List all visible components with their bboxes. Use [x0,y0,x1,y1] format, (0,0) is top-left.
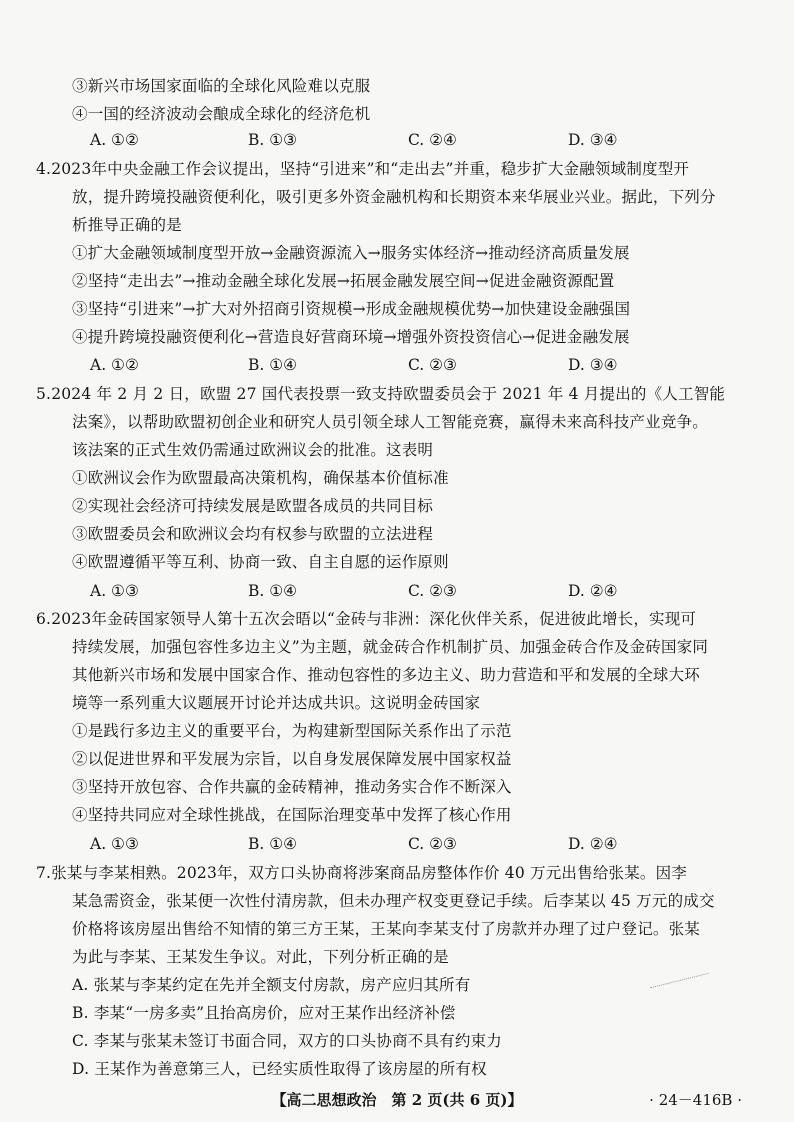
q6-statement-4: ④坚持共同应对全球性挑战，在国际治理变革中发挥了核心作用 [72,806,512,824]
q6-options [90,830,750,858]
q7-choice-c: C. 李某与张某未签订书面合同，双方的口头协商不具有约束力 [72,1032,502,1050]
q7-choice-b: B. 李某“一房多卖”且抬高房价，应对王某作出经济补偿 [72,1004,456,1022]
q5-option-c: C. ②③ [408,582,457,600]
q4-statement-3: ③坚持“引进来”→扩大对外招商引资规模→形成金融规模优势→加快建设金融强国 [72,300,631,318]
q3-statement-4: ④一国的经济波动会酿成全球化的经济危机 [72,105,371,123]
q3-option-d: D. ③④ [568,131,618,149]
q6-option-c: C. ②③ [408,835,457,853]
q4-stem-line-1: 4.2023年中央金融工作会议提出，坚持“引进来”和“走出去”并重，稳步扩大金融领域制度型开 [36,160,690,178]
q7-stem-line-4: 为此与李某、王某发生争议。对此，下列分析正确的是 [72,948,449,966]
q6-stem-line-3: 其他新兴市场和发展中国家合作、推动包容性的多边主义、助力营造和平和发展的全球大环 [72,666,701,684]
q6-stem-line-1: 6.2023年金砖国家领导人第十五次会晤以“金砖与非洲：深化伙伴关系，促进彼此增长，实现可 [36,610,697,628]
q3-option-a: A. ①② [90,131,139,149]
q5-option-a: A. ①③ [90,582,139,600]
q5-statement-4: ④欧盟遵循平等互利、协商一致、自主自愿的运作原则 [72,553,449,571]
q6-option-b: B. ①④ [248,835,298,853]
q5-option-d: D. ②④ [568,582,618,600]
q5-statement-2: ②实现社会经济可持续发展是欧盟各成员的共同目标 [72,497,434,515]
q4-option-a: A. ①② [90,356,139,374]
q6-statement-1: ①是践行多边主义的重要平台，为构建新型国际关系作出了示范 [72,722,512,740]
q6-option-d: D. ②④ [568,835,618,853]
q5-stem-line-1: 5.2024 年 2 月 2 日，欧盟 27 国代表投票一致支持欧盟委员会于 2021 年 4 月提出的《人工智能 [36,385,726,403]
q3-statement-3: ③新兴市场国家面临的全球化风险难以克服 [72,77,371,95]
q4-stem-line-2: 放，提升跨境投融资便利化，吸引更多外资金融机构和长期资本来华展业兴业。据此，下列分 [72,188,716,206]
q3-option-c: C. ②④ [408,131,457,149]
q7-stem-line-1: 7.张某与李某相熟。2023年，双方口头协商将涉案商品房整体作价 40 万元出售给张某。因李 [36,864,688,882]
q6-statement-3: ③坚持开放包容、合作共赢的金砖精神，推动务实合作不断深入 [72,778,512,796]
q4-option-b: B. ①④ [248,356,298,374]
q6-option-a: A. ①③ [90,835,139,853]
q3-option-b: B. ①③ [248,131,298,149]
q4-options [90,351,750,379]
q5-statement-3: ③欧盟委员会和欧洲议会均有权参与欧盟的立法进程 [72,525,434,543]
q7-choice-a: A. 张某与李某约定在先并全额支付房款，房产应归其所有 [72,976,471,994]
q4-option-d: D. ③④ [568,356,618,374]
q4-statement-2: ②坚持“走出去”→推动金融全球化发展→拓展金融发展空间→促进金融资源配置 [72,272,615,290]
footer-paper-code: · 24－416B · [649,1091,742,1109]
q5-stem-line-3: 该法案的正式生效仍需通过欧洲议会的批准。这表明 [72,441,434,459]
q5-options [90,577,750,605]
q5-option-b: B. ①④ [248,582,298,600]
q5-statement-1: ①欧洲议会作为欧盟最高决策机构，确保基本价值标准 [72,469,449,487]
q7-stem-line-3: 价格将该房屋出售给不知情的第三方王某，王某向李某支付了房款并办理了过户登记。张某 [72,920,701,938]
q4-statement-4: ④提升跨境投融资便利化→营造良好营商环境→增强外资投资信心→促进金融发展 [72,328,630,346]
q7-stem-line-2: 某急需资金，张某便一次性付清房款，但未办理产权变更登记手续。后李某以 45 万元的成交 [72,892,715,910]
q7-choice-d: D. 王某作为善意第三人，已经实质性取得了该房屋的所有权 [72,1060,487,1078]
q5-stem-line-2: 法案》，以帮助欧盟初创企业和研究人员引领全球人工智能竞赛，赢得未来高科技产业竞争。 [72,413,708,431]
q4-option-c: C. ②③ [408,356,457,374]
footer-page-info: 【高二思想政治 第 2 页(共 6 页)】 [271,1091,523,1109]
q6-stem-line-4: 境等一系列重大议题展开讨论并达成共识。这说明金砖国家 [72,694,481,712]
page-footer [0,1086,794,1114]
q4-stem-line-3: 析推导正确的是 [72,216,182,234]
q6-statement-2: ②以促进世界和平发展为宗旨，以自身发展保障发展中国家权益 [72,750,512,768]
q4-statement-1: ①扩大金融领域制度型开放→金融资源流入→服务实体经济→推动经济高质量发展 [72,244,630,262]
q3-options [90,126,750,154]
q6-stem-line-2: 持续发展，加强包容性多边主义”为主题，就金砖合作机制扩员、加强金砖合作及金砖国家同 [72,638,709,656]
